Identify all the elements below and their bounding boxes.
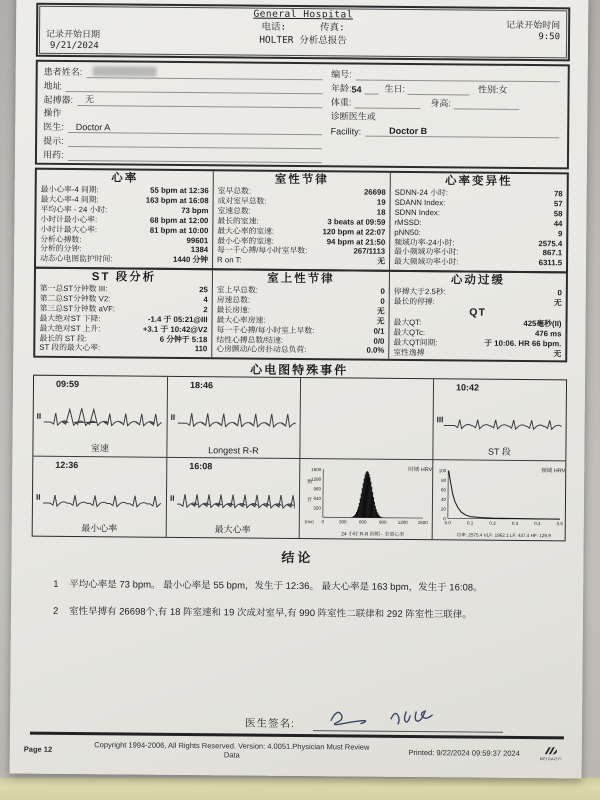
stat-label: 成对室早总数: xyxy=(217,196,267,206)
vendor-logo xyxy=(534,746,568,761)
stat-value: 57 xyxy=(553,199,563,209)
report-title: HOLTER 分析总报告 xyxy=(259,34,347,47)
svg-text:320: 320 xyxy=(313,505,321,511)
stat-label: 结性心搏总数/结速: xyxy=(216,334,284,345)
stat-value: 0/1 xyxy=(373,326,385,336)
stat-label: 每一千心搏/每小时室上早数: xyxy=(216,324,315,335)
stat-value: 无 xyxy=(553,298,562,308)
stat-label: 小时计最小心率: xyxy=(40,214,98,224)
ecg-strip-cell xyxy=(299,378,433,459)
pacemaker-value: 无 xyxy=(84,93,95,104)
svg-text:300: 300 xyxy=(339,519,347,525)
stat-value: 55 bpm at 12:36 xyxy=(150,185,209,196)
stat-column-title: 心动过缓 xyxy=(450,274,505,287)
stat-column xyxy=(211,270,389,359)
copyright-text: Copyright 1994-2006, All Rights Reserved. Version: 4.0051.Physician Must Review Data xyxy=(94,740,370,760)
stat-value: 4 xyxy=(203,295,208,305)
stat-value: 163 bpm at 16:08 xyxy=(145,195,209,206)
operator-label: 操作 xyxy=(43,108,62,119)
svg-text:0.5: 0.5 xyxy=(556,521,563,527)
weight-label: 体重: xyxy=(330,97,352,108)
svg-text:1280: 1280 xyxy=(311,476,322,482)
stat-value: 0.0% xyxy=(366,346,385,356)
stat-column-title: 室上性节律 xyxy=(267,272,335,286)
stat-label: SDNN Index: xyxy=(394,207,441,218)
facility-label: Facility: xyxy=(330,126,362,137)
page-number: Page 12 xyxy=(23,744,53,754)
svg-text:0: 0 xyxy=(443,516,446,522)
freq-domain-hrv-chart xyxy=(432,459,566,540)
hint-row xyxy=(43,134,323,149)
stat-value: 58 xyxy=(553,209,563,219)
stat-value: 0/0 xyxy=(373,336,385,346)
svg-text:900: 900 xyxy=(379,519,387,525)
conclusion-item xyxy=(53,578,553,595)
vendor-logo-text: MEIGAOYI xyxy=(539,755,562,761)
strip-time: 16:08 xyxy=(189,461,213,472)
stat-label: R on T: xyxy=(217,255,242,265)
record-start-date-value: 9/21/2024 xyxy=(49,40,99,52)
stat-value: -1.4 于 05:21@III xyxy=(147,314,208,324)
patient-info-box xyxy=(35,60,570,170)
stat-label: 最大QTc: xyxy=(393,327,426,337)
gender-value: 女 xyxy=(498,84,508,95)
stat-value: 3 beats at 09:59 xyxy=(327,216,386,227)
stat-label: 心房颤动/心房扑动总负荷: xyxy=(216,344,307,355)
svg-text:0.2: 0.2 xyxy=(489,520,496,526)
stat-label: 室上早总数: xyxy=(216,285,259,295)
stat-value: +3.1 于 10:42@V2 xyxy=(142,324,208,334)
stat-value: 78 xyxy=(553,189,563,199)
svg-text:时域 HRV: 时域 HRV xyxy=(408,466,433,474)
svg-text:24 小时 R-R 间期 - 全部心率: 24 小时 R-R 间期 - 全部心率 xyxy=(341,531,405,538)
stats-table-heart-rate xyxy=(34,168,569,274)
stat-label: 第一总ST分钟数 III: xyxy=(39,283,108,294)
conclusion-number: 1 xyxy=(53,578,59,590)
signature-label: 医生签名: xyxy=(244,717,296,730)
stat-value: 867.1 xyxy=(542,248,563,258)
stat-value: 无 xyxy=(377,257,386,267)
stat-label: 最长的 ST 段: xyxy=(39,333,87,343)
stat-label: 小时计最大心率: xyxy=(40,224,98,234)
lead-label: III xyxy=(436,415,444,425)
doctor-signature xyxy=(313,704,503,733)
svg-text:20: 20 xyxy=(440,506,446,512)
stat-row xyxy=(217,256,385,267)
stat-label: 室性逸搏 xyxy=(393,347,425,357)
ecg-waveform xyxy=(177,399,295,449)
lead-label: II xyxy=(170,412,176,422)
stat-label: 分析的分钟: xyxy=(40,244,82,254)
stat-value: 94 bpm at 21:50 xyxy=(326,236,386,247)
facility-value: Doctor B xyxy=(389,125,428,137)
stat-subheader: QT xyxy=(469,306,486,319)
stat-label: 最大频域功率小时: xyxy=(394,257,459,267)
medication-label: 用药: xyxy=(42,149,64,160)
stat-label: SDNN-24 小时: xyxy=(394,187,449,198)
age-birthday-gender-row xyxy=(331,81,560,96)
diagnosing-doctor-label: 诊断医生或 xyxy=(330,111,376,122)
ecg-strip-cell xyxy=(166,457,300,538)
stat-column xyxy=(35,269,212,358)
stat-column xyxy=(389,173,567,272)
ecg-strip-cell xyxy=(432,379,566,460)
svg-text:0.0: 0.0 xyxy=(444,520,451,526)
ecg-strip-cell xyxy=(166,377,300,458)
svg-text:功率: 2575.4 VLF: 1962.1 LF: 437: 功率: 2575.4 VLF: 1962.1 LF: 437.4 HF: 129.9 xyxy=(456,532,551,539)
strip-time: 10:42 xyxy=(455,382,480,393)
strip-caption: Longest R-R xyxy=(208,445,259,456)
stat-label: pNN50: xyxy=(394,227,421,237)
svg-text:(ms): (ms) xyxy=(304,519,314,525)
stat-value: 110 xyxy=(194,344,208,354)
address-label: 地址 xyxy=(43,80,62,91)
stat-column-title: 室性节律 xyxy=(274,173,329,187)
svg-text:0.3: 0.3 xyxy=(511,520,519,526)
svg-text:0: 0 xyxy=(321,519,325,525)
svg-text:1600: 1600 xyxy=(311,467,322,473)
stat-value: 73 bpm xyxy=(181,205,209,216)
lead-label: II xyxy=(169,493,175,503)
desk-surface xyxy=(0,778,600,800)
stat-value: 26698 xyxy=(363,187,386,197)
stat-label: 最长的停搏: xyxy=(393,296,435,307)
stat-column-title: 心率 xyxy=(111,172,139,185)
stat-value: 81 bpm at 10:00 xyxy=(149,225,209,235)
patient-id-label: 编号: xyxy=(331,69,352,80)
stat-label: 最小心率的室速: xyxy=(217,235,275,246)
stat-label: 停搏大于2.5秒: xyxy=(393,286,446,297)
stat-value: 19 xyxy=(376,197,386,207)
lead-label: II xyxy=(36,411,42,421)
vendor-logo-icon xyxy=(543,746,559,756)
patient-name-label: 患者姓名: xyxy=(43,66,83,78)
stat-label: 分析心搏数: xyxy=(40,234,82,244)
age-label: 年龄: xyxy=(330,83,352,94)
stat-column xyxy=(36,170,213,269)
stat-label: ST 段的最大心率: xyxy=(39,343,101,353)
strip-caption: 最大心率 xyxy=(214,524,251,535)
stat-column-title: 心率变异性 xyxy=(444,175,513,188)
operator-row xyxy=(43,106,323,121)
ecg-strip-cell xyxy=(33,376,167,457)
svg-text:60: 60 xyxy=(441,487,447,493)
stat-value: 0 xyxy=(380,286,385,296)
stats-table-st-analysis xyxy=(33,267,568,363)
conclusion-text: 平均心率是 73 bpm。 最小心率是 55 bpm，发生于 12:36。 最大心率是 163 bpm，发生于 16:08。 xyxy=(69,579,483,594)
patient-name-row xyxy=(44,65,324,80)
gender-label: 性别: xyxy=(477,84,499,95)
pacemaker-label: 起搏器: xyxy=(43,94,74,105)
stat-value: 1384 xyxy=(190,245,209,255)
stat-row xyxy=(216,345,384,356)
strip-caption: 最小心率 xyxy=(81,523,118,534)
stat-value: 0 xyxy=(380,296,385,306)
report-header-box xyxy=(36,3,570,62)
stat-value: 18 xyxy=(376,207,386,217)
stat-label: 最小频域功率小时: xyxy=(394,247,459,257)
printed-timestamp: Printed: 9/22/2024 09:59:37 2024 xyxy=(408,747,520,758)
stat-row xyxy=(394,257,562,268)
stat-column-title: ST 段分析 xyxy=(91,271,157,284)
record-start-date-label: 记录开始日期 xyxy=(45,29,101,41)
strip-caption: ST 段 xyxy=(487,446,511,457)
stat-value: 68 bpm at 12:00 xyxy=(149,215,209,225)
stat-value: 0 xyxy=(557,288,562,298)
stat-label: 动态心电图监护时间: xyxy=(40,254,113,264)
stat-label: 最大绝对ST 下降: xyxy=(39,313,101,323)
facility-row xyxy=(331,123,560,138)
svg-text:960: 960 xyxy=(313,486,322,492)
stat-value: 25 xyxy=(199,285,208,295)
stat-value: 120 bpm at 22:07 xyxy=(322,226,386,237)
record-start-time xyxy=(506,21,560,43)
time-domain-hrv-chart xyxy=(299,458,433,539)
stat-label: 每一千心搏/每小时室早数: xyxy=(217,245,308,256)
record-start-time-label: 记录开始时间 xyxy=(506,20,561,32)
stat-label: 室早总数: xyxy=(217,186,252,196)
medication-row xyxy=(43,148,323,163)
signature-row xyxy=(10,701,582,733)
svg-text:0.1: 0.1 xyxy=(467,520,474,526)
svg-text:600: 600 xyxy=(359,519,367,525)
stat-label: 最长的室速: xyxy=(217,216,259,226)
stat-row xyxy=(393,347,561,358)
conclusion-number: 2 xyxy=(52,605,59,617)
conclusion-item xyxy=(53,605,553,622)
stat-label: 最大心率的室速: xyxy=(217,225,275,236)
stat-label: 频域功率-24小时: xyxy=(394,237,455,247)
stat-label: 最长房速: xyxy=(216,305,251,315)
footer-divider-line xyxy=(30,732,564,739)
stat-label: SDANN Index: xyxy=(394,197,446,208)
strip-time: 09:59 xyxy=(55,378,80,390)
stat-label: 最大QT: xyxy=(393,317,422,327)
stat-row xyxy=(40,254,208,265)
stat-label: 最大绝对ST 上升: xyxy=(39,323,101,333)
birthday-label: 生日: xyxy=(384,83,406,94)
svg-text:100: 100 xyxy=(438,468,447,474)
stat-value: 无 xyxy=(553,348,562,358)
conclusion-text: 室性早搏有 26698个,有 18 阵室速和 19 次成对室早,有 990 阵室性二联律和 292 阵室性三联律。 xyxy=(68,606,472,621)
stat-label: 室速总数: xyxy=(217,206,251,216)
redacted-patient-name xyxy=(92,66,156,77)
stat-row xyxy=(217,246,385,257)
record-start-time-value: 9:50 xyxy=(538,32,561,43)
stat-column xyxy=(212,171,390,270)
conclusion-title: 结论 xyxy=(281,549,314,566)
svg-text:目: 目 xyxy=(306,497,313,504)
strip-caption: 室速 xyxy=(90,443,109,454)
stat-column xyxy=(388,272,566,361)
stat-value: 476 ms xyxy=(534,328,562,339)
stat-label: 最小心率-4 间期: xyxy=(40,184,99,195)
diagnosing-doctor-row xyxy=(331,109,560,124)
stat-label: 平均心率 - 24 小时: xyxy=(40,204,108,215)
svg-text:1500: 1500 xyxy=(417,520,428,526)
svg-text:640: 640 xyxy=(313,495,322,501)
stat-label: rMSSD: xyxy=(394,217,422,227)
phone-label: 电话: xyxy=(261,21,287,33)
stat-value: 6311.5 xyxy=(538,258,563,268)
stat-value: 6 分钟于 5:18 xyxy=(159,334,208,344)
stat-label: 最大心率房速: xyxy=(216,314,266,325)
pacemaker-row xyxy=(43,92,323,107)
svg-text:数: 数 xyxy=(307,479,313,486)
doctor-value: Doctor A xyxy=(75,122,111,133)
stat-value: 2575.4 xyxy=(538,238,563,248)
report-footer xyxy=(24,740,568,763)
stat-label: 第二总ST分钟数 V2: xyxy=(39,293,111,304)
stat-label: 房速总数: xyxy=(216,295,251,305)
height-label: 身高: xyxy=(430,98,451,109)
stat-value: 1440 分钟 xyxy=(172,255,209,265)
stat-row xyxy=(39,343,207,354)
ecg-strip-cell xyxy=(33,456,167,537)
hospital-name: General Hospital xyxy=(253,8,354,21)
stat-value: 无 xyxy=(376,306,385,316)
stat-label: 最大心率-4 间期: xyxy=(40,194,99,205)
doctor-label: 医生: xyxy=(43,122,64,133)
ecg-events-title: 心电图特殊事件 xyxy=(250,362,349,378)
stat-label: 最大QT间期: xyxy=(393,337,438,347)
strip-time: 18:46 xyxy=(189,380,214,391)
svg-text:1200: 1200 xyxy=(397,519,408,525)
stat-value: 44 xyxy=(553,218,563,229)
fax-label: 传真: xyxy=(319,22,345,34)
weight-height-row xyxy=(331,95,560,110)
stat-value: 2 xyxy=(203,304,208,315)
stat-value: 9 xyxy=(557,228,563,238)
strip-time: 12:36 xyxy=(55,459,79,471)
report-paper xyxy=(10,0,589,778)
hint-label: 提示: xyxy=(43,135,64,147)
svg-text:80: 80 xyxy=(441,477,447,483)
svg-text:0.4: 0.4 xyxy=(534,521,541,527)
age-value: 54 xyxy=(351,84,362,95)
stat-value: 425毫秒(II) xyxy=(523,318,562,329)
svg-text:40: 40 xyxy=(440,497,447,503)
doctor-row xyxy=(43,120,323,135)
svg-text:频域 HRV: 频域 HRV xyxy=(541,468,566,475)
ecg-events-grid xyxy=(32,375,567,542)
stat-value: 267/1113 xyxy=(353,246,386,257)
stat-value: 99601 xyxy=(186,235,209,245)
stat-value: 无 xyxy=(376,316,385,326)
patient-id-row xyxy=(331,67,560,82)
stat-label: 第三总ST分钟数 aVF: xyxy=(39,303,116,314)
lead-label: II xyxy=(35,492,41,502)
stat-value: 于 10:06. HR 66 bpm. xyxy=(484,338,562,348)
